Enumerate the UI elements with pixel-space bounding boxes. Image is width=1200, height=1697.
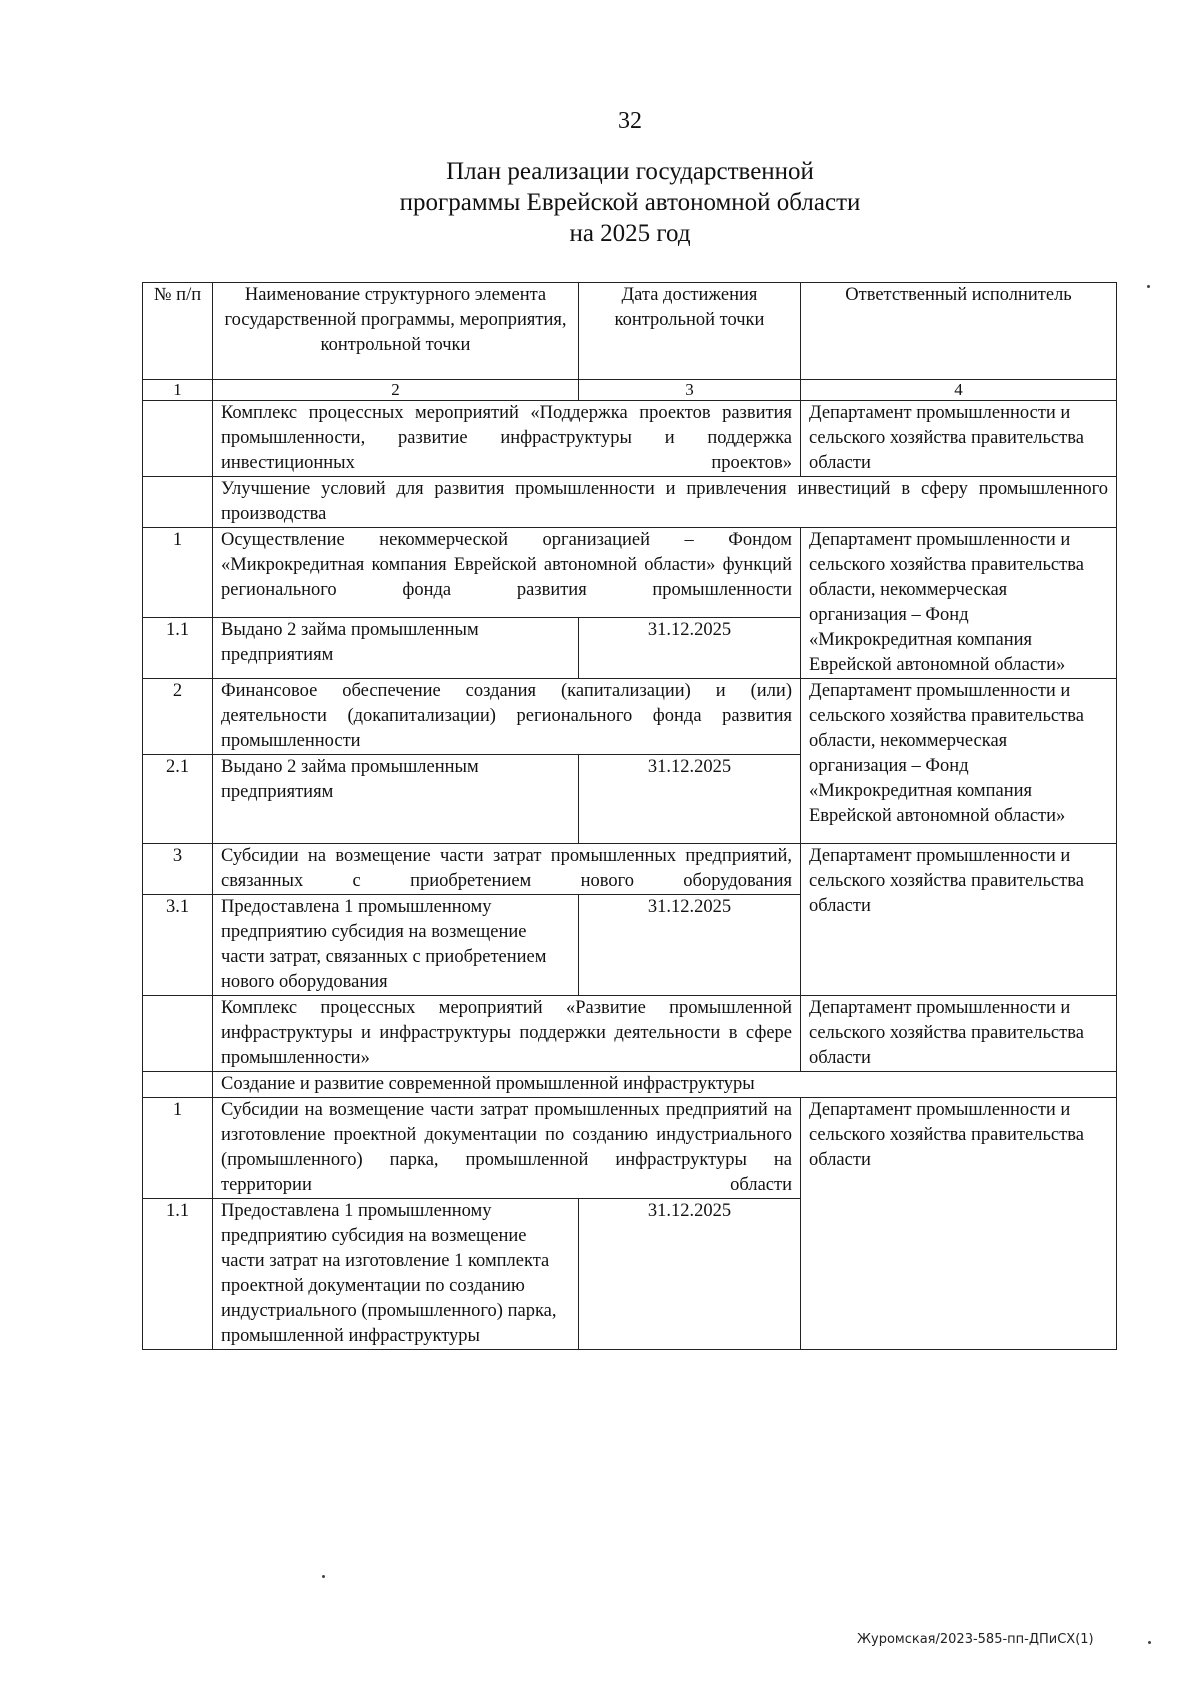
scan-speck [1148, 1641, 1151, 1644]
measure-name: Субсидии на возмещение части затрат промышленных предприятий на изготовление проектной документации по созданию индустриального (промышленного) парка, промышленной инфраструктуры на территории области [213, 1098, 801, 1199]
column-number: 2 [213, 380, 579, 401]
checkpoint-name: Предоставлена 1 промышленному предприятию субсидия на возмещение части затрат, связанных с приобретением нового оборудования [213, 895, 579, 996]
checkpoint-name: Предоставлена 1 промышленному предприятию субсидия на возмещение части затрат на изготовление 1 комплекта проектной документации по созданию индустриального (промышленного) парка, промышленной инфраструктуры [213, 1199, 579, 1350]
document-title [0, 156, 1200, 249]
row-number: 2.1 [143, 755, 213, 844]
task-name: Создание и развитие современной промышленной инфраструктуры [213, 1072, 1117, 1098]
row-number: 3 [143, 844, 213, 895]
row-number: 1.1 [143, 1199, 213, 1350]
checkpoint-date: 31.12.2025 [579, 618, 801, 679]
complex-executor: Департамент промышленности и сельского хозяйства правительства области [801, 996, 1117, 1072]
row-number: 1.1 [143, 618, 213, 679]
header-row [143, 283, 1117, 380]
complex-row [143, 996, 1117, 1072]
measure-name: Субсидии на возмещение части затрат промышленных предприятий, связанных с приобретением нового оборудования [213, 844, 801, 895]
plan-table [142, 282, 1117, 1350]
title-line-2: программы Еврейской автономной области [399, 189, 861, 216]
complex-executor: Департамент промышленности и сельского хозяйства правительства области [801, 401, 1117, 477]
column-number: 4 [801, 380, 1117, 401]
document-reference: Журомская/2023-585-пп-ДПиСХ(1) [857, 1632, 1094, 1647]
executor: Департамент промышленности и сельского хозяйства правительства области, некоммерческая организация – Фонд «Микрокредитная компания Еврейской автономной области» [801, 679, 1117, 844]
task-row [143, 1072, 1117, 1098]
checkpoint-name: Выдано 2 займа промышленным предприятиям [213, 618, 579, 679]
header-element-name: Наименование структурного элемента государственной программы, мероприятия, контрольной точки [213, 283, 579, 380]
header-executor: Ответственный исполнитель [801, 283, 1117, 380]
page-number: 32 [618, 108, 642, 134]
table-row [143, 1098, 1117, 1199]
task-name: Улучшение условий для развития промышленности и привлечения инвестиций в сферу промышленного производства [213, 477, 1117, 528]
scan-speck [322, 1575, 325, 1578]
measure-name: Осуществление некоммерческой организацией – Фондом «Микрокредитная компания Еврейской автономной области» функций регионального фонда развития промышленности [213, 528, 801, 618]
header-date: Дата достижения контрольной точки [579, 283, 801, 380]
table-row [143, 844, 1117, 895]
measure-name: Финансовое обеспечение создания (капитализации) и (или) деятельности (докапитализации) регионального фонда развития промышленности [213, 679, 801, 755]
row-number: 2 [143, 679, 213, 755]
row-number: 1 [143, 1098, 213, 1199]
column-number: 3 [579, 380, 801, 401]
table-row [143, 528, 1117, 618]
complex-name: Комплекс процессных мероприятий «Поддержка проектов развития промышленности, развитие инфраструктуры и поддержка инвестиционных проектов» [213, 401, 801, 477]
complex-name: Комплекс процессных мероприятий «Развитие промышленной инфраструктуры и инфраструктуры поддержки деятельности в сфере промышленности» [213, 996, 801, 1072]
checkpoint-name: Выдано 2 займа промышленным предприятиям [213, 755, 579, 844]
executor: Департамент промышленности и сельского хозяйства правительства области [801, 1098, 1117, 1350]
title-line-3: на 2025 год [569, 220, 691, 247]
column-number-row [143, 380, 1117, 401]
checkpoint-date: 31.12.2025 [579, 1199, 801, 1350]
column-number: 1 [143, 380, 213, 401]
table-row [143, 679, 1117, 755]
complex-row [143, 401, 1117, 477]
title-line-1: План реализации государственной [446, 158, 814, 185]
executor: Департамент промышленности и сельского хозяйства правительства области, некоммерческая организация – Фонд «Микрокредитная компания Еврейской автономной области» [801, 528, 1117, 679]
task-row [143, 477, 1117, 528]
row-number: 3.1 [143, 895, 213, 996]
scan-speck [1147, 285, 1150, 288]
checkpoint-date: 31.12.2025 [579, 895, 801, 996]
checkpoint-date: 31.12.2025 [579, 755, 801, 844]
header-number: № п/п [143, 283, 213, 380]
executor: Департамент промышленности и сельского хозяйства правительства области [801, 844, 1117, 996]
row-number: 1 [143, 528, 213, 618]
